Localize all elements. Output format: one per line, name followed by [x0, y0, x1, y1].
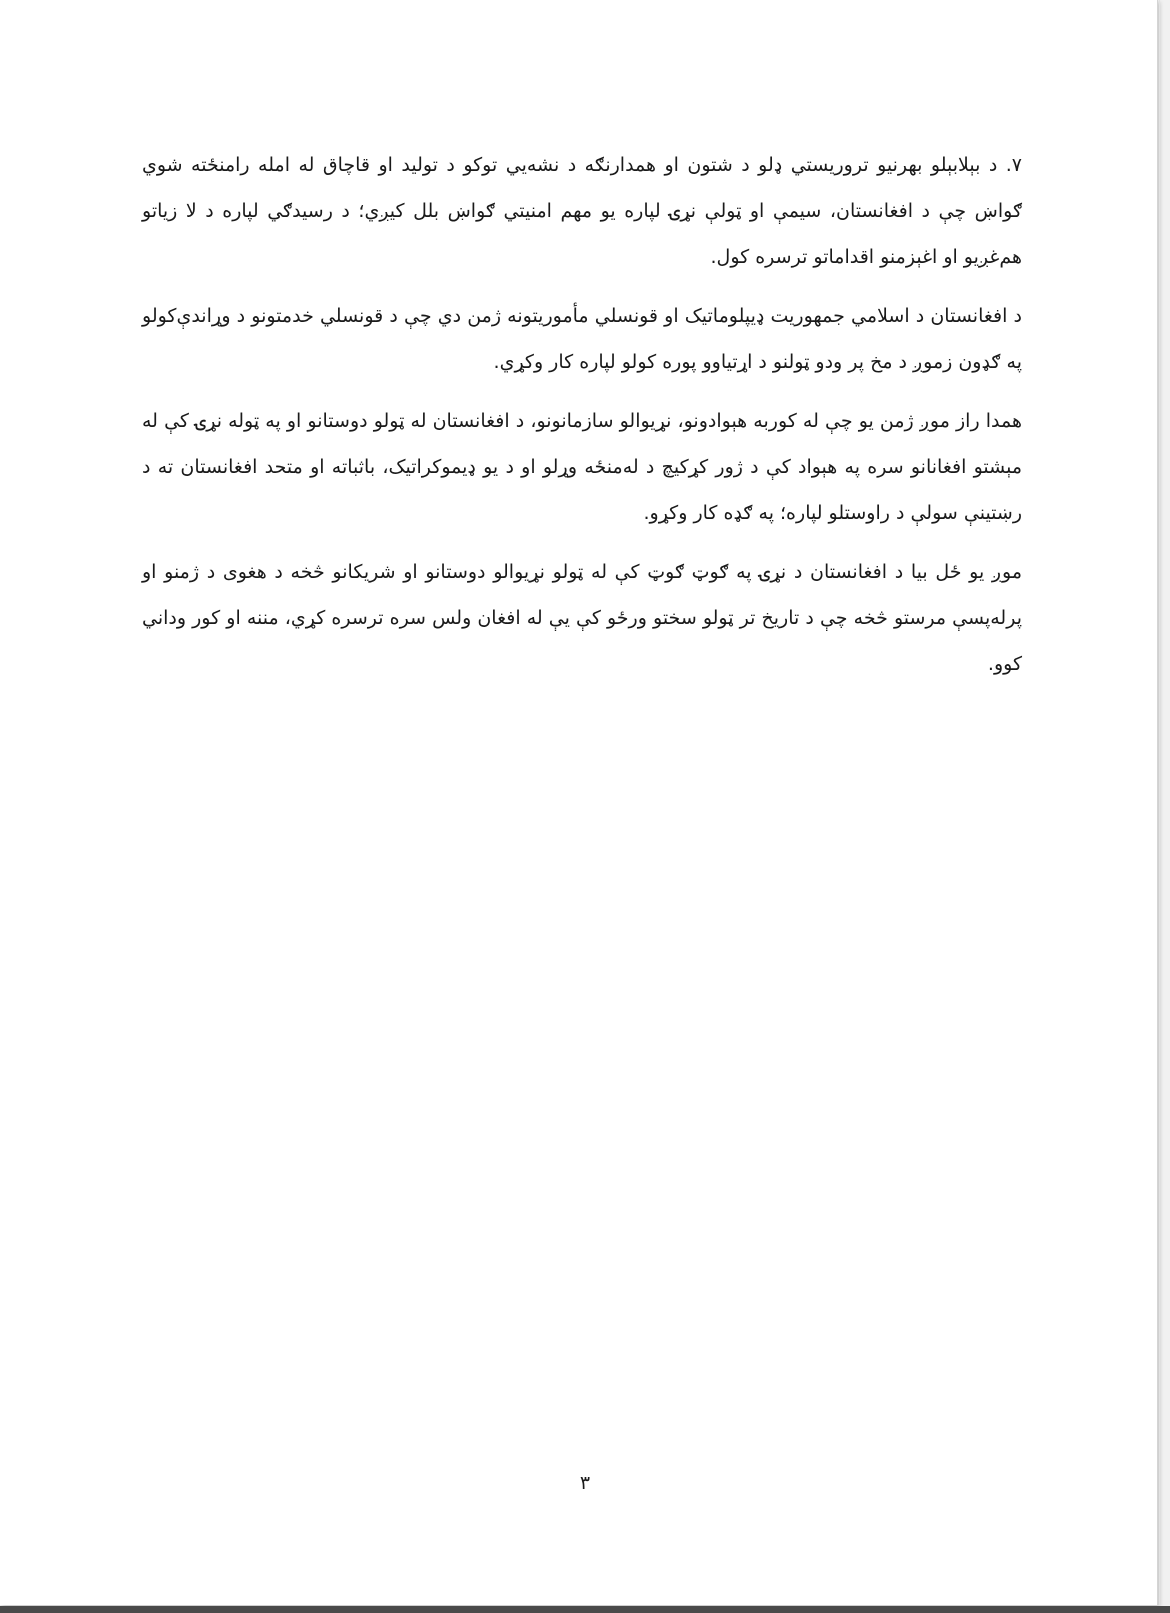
paragraph-consular-missions: د افغانستان د اسلامي جمهوريت ډيپلوماتيک او قونسلي مأموريتونه ژمن دي چې د قونسلي خدمتونو د وړاندې‌کولو په ګډون زموږ د مخ پر ودو ټولنو د اړتياوو پوره کولو لپاره کار وکړي.: [142, 305, 1022, 373]
page-number: ۳: [579, 1472, 591, 1494]
paragraph-gratitude: موږ يو ځل بيا د افغانستان د نړۍ په ګوټ ګوټ کې له ټولو نړيوالو دوستانو او شريکانو څخه د هغوی د ژمنو او پرله‌پسې مرستو څخه چې د تاريخ تر ټولو سختو ورځو کې يې له افغان ولس سره ترسره کړي، مننه او کور وداني کوو.: [142, 561, 1022, 675]
paragraph-item-7: ۷. د بېلابېلو بهرنيو تروريستي ډلو د شتون او همدارنګه د نشه‌يي توکو د توليد او قاچاق له امله رامنځته شوي ګواښ چې د افغانستان، سيمې او ټولې نړۍ لپاره يو مهم امنيتي ګواښ بلل کيږي؛ د رسيدګي لپاره د لا زياتو هم‌غږيو او اغېزمنو اقداماتو ترسره کول.: [142, 154, 1022, 268]
page-edge-divider: [1159, 0, 1160, 1605]
page-bottom-border: [0, 1606, 1170, 1613]
paragraph-commitment-cooperation: همدا راز موږ ژمن يو چې له کوربه هېوادونو، نړيوالو سازمانونو، د افغانستان له ټولو دوستانو او په ټوله نړۍ کې له مېشتو افغانانو سره په هېواد کې د ژور کړکيچ د له‌منځه وړلو او د يو ډيموکراتيک، باثباته او متحد افغانستان ته د رښتينې سولې د راوستلو لپاره؛ په ګډه کار وکړو.: [142, 410, 1022, 524]
